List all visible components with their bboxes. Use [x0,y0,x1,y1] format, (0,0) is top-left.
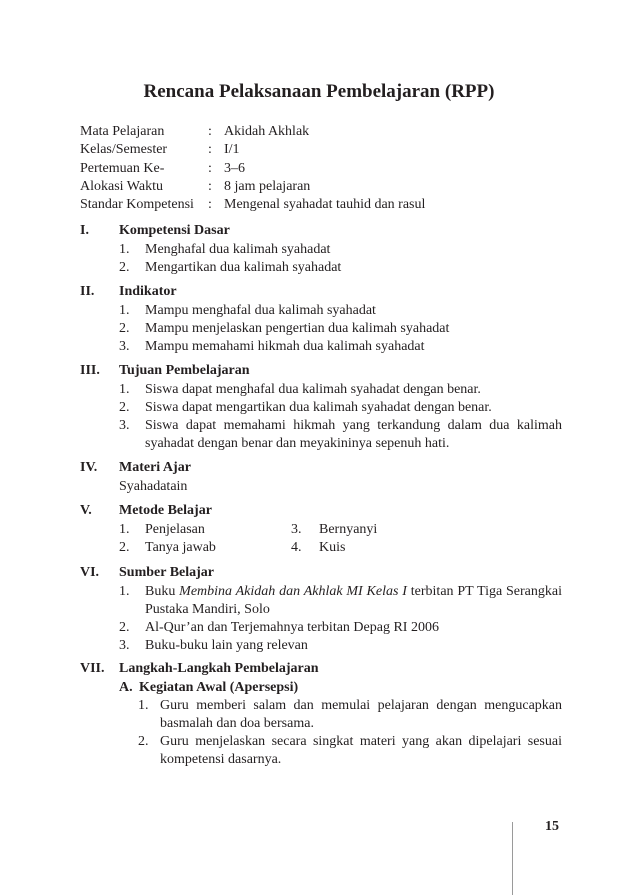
list-item [80,381,562,399]
info-label: Standar Kompetensi [80,197,194,213]
list-number: 2. [119,259,130,275]
info-value: 8 jam pelajaran [224,178,311,194]
info-colon: : [208,160,212,176]
info-colon: : [208,178,212,194]
list-item [138,697,562,733]
section-number: VII. [80,661,105,676]
list-item [119,539,291,557]
list-text: Kuis [319,539,346,555]
section-indikator [80,283,562,356]
list-item [80,241,562,259]
list-number: 1. [119,302,130,318]
list-item [291,521,463,539]
info-row [80,160,425,178]
list-text: Siswa dapat mengartikan dua kalimah syahadat dengan benar. [145,399,492,415]
list-item [138,733,562,769]
subsection-letter: A. [119,679,133,695]
list-text: Guru memberi salam dan memulai pelajaran dengan mengucapkan basmalah dan doa bersama. [160,697,562,731]
info-row [80,178,425,196]
list-number: 3. [291,521,302,537]
page-number: 15 [545,819,559,834]
list-number: 2. [119,539,130,555]
list-number: 1. [119,381,130,397]
footer-divider [512,822,513,895]
section-tujuan-pembelajaran [80,362,562,453]
section-number: VI. [80,565,100,580]
section-title: Indikator [119,284,177,299]
section-number: III. [80,363,100,378]
list-text [145,583,562,619]
info-label: Alokasi Waktu [80,178,163,194]
info-colon: : [208,142,212,158]
list-text: Siswa dapat memahami hikmah yang terkandung dalam dua kalimah syahadat dengan benar dan meyakininya sepenuh hati. [145,417,562,451]
info-value: Mengenal syahadat tauhid dan rasul [224,197,426,213]
section-number: V. [80,503,92,518]
list-number: 1. [119,521,130,537]
info-value: Akidah Akhlak [224,124,310,139]
list-text: Mampu memahami hikmah dua kalimah syahadat [145,338,425,354]
section-number: IV. [80,460,98,475]
list-number: 4. [291,539,302,555]
list-number: 2. [138,733,149,749]
info-colon: : [208,124,212,139]
info-row [80,141,425,159]
list-number: 3. [119,637,130,653]
page-title: Rencana Pelaksanaan Pembelajaran (RPP) [143,81,495,102]
section-number: I. [80,223,89,238]
book-suffix: terbitan PT Tiga Serangkai Pustaka Mandiri, Solo [145,583,562,617]
section-text: Syahadatain [119,478,188,494]
info-label: Pertemuan Ke- [80,160,165,176]
section-langkah-pembelajaran [80,660,562,769]
list-number: 2. [119,399,130,415]
info-colon: : [208,197,212,213]
section-metode-belajar [80,502,562,557]
info-row [80,123,425,141]
list-item [80,583,562,619]
list-number: 1. [119,241,130,257]
list-text: Bernyanyi [319,521,378,537]
list-text: Mengartikan dua kalimah syahadat [145,259,342,275]
info-row [80,196,425,214]
list-item [80,399,562,417]
list-row [80,521,562,539]
list-row [80,539,562,557]
section-title: Metode Belajar [119,503,212,518]
section-number: II. [80,284,95,299]
section-title: Sumber Belajar [119,565,215,580]
info-table [80,123,425,214]
book-title: Membina Akidah dan Akhlak MI Kelas I [179,583,407,599]
section-title: Langkah-Langkah Pembelajaran [119,661,319,676]
book-prefix: Buku [145,583,180,599]
list-item [80,259,562,277]
list-item [80,637,562,655]
list-item [80,338,562,356]
list-item [119,521,291,539]
info-label: Mata Pelajaran [80,124,165,139]
list-text: Buku-buku lain yang relevan [145,637,308,653]
list-text: Penjelasan [145,521,205,537]
list-number: 1. [119,583,130,599]
list-text: Menghafal dua kalimah syahadat [145,241,331,257]
list-item [80,619,562,637]
section-title: Kompetensi Dasar [119,223,230,238]
list-number: 1. [138,697,149,713]
list-item [80,302,562,320]
list-number: 2. [119,320,130,336]
list-text: Mampu menghafal dua kalimah syahadat [145,302,376,318]
list-text: Al-Qur’an dan Terjemahnya terbitan Depag RI 2006 [145,619,439,635]
list-number: 2. [119,619,130,635]
section-title: Materi Ajar [119,460,191,475]
subsection-heading [80,679,562,697]
section-materi-ajar [80,459,562,496]
section-title: Tujuan Pembelajaran [119,363,250,378]
list-item [80,320,562,338]
section-kompetensi-dasar [80,222,562,277]
list-item [291,539,463,557]
list-number: 3. [119,338,130,354]
list-item [80,417,562,453]
info-label: Kelas/Semester [80,142,168,158]
section-sumber-belajar [80,564,562,655]
list-text: Siswa dapat menghafal dua kalimah syahadat dengan benar. [145,381,481,397]
list-text: Guru menjelaskan secara singkat materi yang akan dipelajari sesuai kompetensi dasarnya. [160,733,562,767]
subsection-title: Kegiatan Awal (Apersepsi) [139,679,299,695]
subsection-list [80,697,562,769]
list-text: Mampu menjelaskan pengertian dua kalimah syahadat [145,320,450,336]
info-value: I/1 [224,142,240,158]
list-number: 3. [119,417,130,433]
info-value: 3–6 [224,160,245,176]
list-text: Tanya jawab [145,539,216,555]
